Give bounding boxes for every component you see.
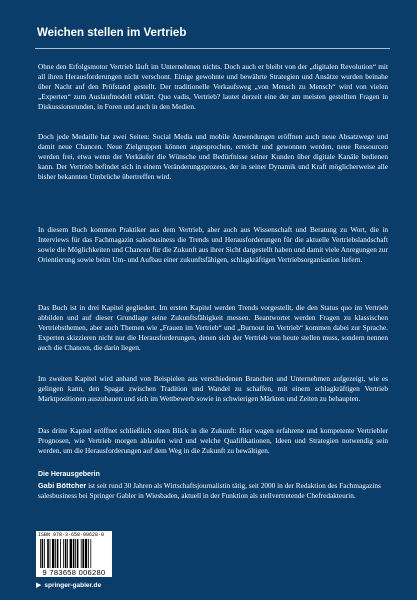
barcode-bar (55, 539, 56, 568)
barcode-bar (67, 539, 68, 568)
barcode-bar (75, 539, 76, 568)
barcode-bar (77, 539, 79, 568)
title-divider (35, 48, 390, 49)
barcode-bar (47, 539, 49, 568)
editor-bio (38, 481, 388, 501)
publisher-url: springer-gabler.de (44, 581, 102, 589)
paragraph-book-content: In diesem Buch kommen Praktiker aus dem Vertrieb, aber auch aus Wissenschaft und Beratung zu Wort, die in Interviews für das Fachmagazin salesbusiness die Trends und Herausforderungen für die aktuelle Vertriebslandschaft sowie die Möglichkeiten und Chancen für die Zukunft aus ihrer Sicht dargestellt haben und damit viele Anregungen zur Orientierung sowie beim Um- und Aufbau einer zukunftsfähigen, schlagkräftigen Vertriebsorganisation liefern. (38, 225, 388, 265)
editor-name: Gabi Böttcher (38, 481, 87, 490)
paragraph-chapter-one: Das Buch ist in drei Kapitel gegliedert. Im ersten Kapitel werden Trends vorgestellt, die den Status quo im Vertrieb abbilden und auf dieser Grundlage seine Zukunftsfähigkeit messen. Beantwortet werden Fragen zu klassischen Vertriebsthemen, aber auch Themen wie „Frauen im Vertrieb“ und „Burnout im Vertrieb“ kommen dabei zur Sprache. Experten skizzieren nicht nur die Herausforderungen, denen sich der Vertrieb von heute stellen muss, sondern nennen auch die Chancen, die darin liegen. (38, 303, 388, 353)
barcode-bar (85, 539, 87, 568)
barcode-bar (40, 539, 41, 568)
arrow-right-icon: ▶ (36, 582, 42, 589)
barcode-digits: 9 783658 006280 (42, 568, 106, 577)
barcode-bar (42, 539, 44, 568)
barcode-bar (81, 539, 82, 568)
isbn-label: ISBN 978-3-658-00628-0 (38, 532, 105, 538)
editor-heading: Die Herausgeberin (38, 471, 100, 478)
publisher-link[interactable] (36, 581, 101, 589)
barcode-bar (70, 539, 72, 568)
paragraph-chapter-three: Das dritte Kapitel eröffnet schließlich einen Blick in die Zukunft: Hier wagen erfahrene und kompetente Vertriebler Prognosen, wie Vertrieb morgen ablaufen wird und welche Qualifikationen, Ideen und Strategien notwendig sein werden, um die Herausforderungen auf dem Weg in die Zukunft zu bewältigen. (38, 426, 388, 456)
barcode-bar (63, 539, 64, 568)
barcode-bar (44, 539, 45, 568)
barcode-bar (52, 539, 54, 568)
barcode-bar (50, 539, 51, 568)
barcode-bar (88, 539, 89, 568)
barcode (36, 531, 112, 577)
paragraph-opportunities: Doch jede Medaille hat zwei Seiten: Social Media und mobile Anwendungen eröffnen auch neue Absatzwege und damit neue Chancen. Neue Zielgruppen können angesprochen, erreicht und gewonnen werden, neue Ressourcen werden frei, etwa wenn der Verkäufer die Wünsche und Bedürfnisse seiner Kunden über digitale Kanäle bedienen kann. Der Vertrieb befindet sich in einem Veränderungsprozess, der in seiner Dynamik und Kraft möglicherweise alle bisher bekannten Umbrüche übertreffen wird. (38, 132, 388, 182)
paragraph-intro: Ohne den Erfolgsmotor Vertrieb läuft im Unternehmen nichts. Doch auch er bleibt von der „digitalen Revolution“ mit all ihren Herausforderungen nicht verschont. Einige gewohnte und bewährte Strategien und Ansätze wurden beinahe über Nacht auf den Prüfstand gestellt. Der traditionelle Verkaufsweg „von Mensch zu Mensch“ wird von vielen „Experten“ zum Auslaufmodell erklärt. Quo vadis, Vertrieb? lautet derzeit eine der am meisten gestellten Fragen in Diskussionsrunden, in Foren und auch in den Medien. (38, 62, 388, 112)
paragraph-chapter-two: Im zweiten Kapitel wird anhand von Beispielen aus verschiedenen Branchen und Unternehmen aufgezeigt, wie es gelingen kann, den Spagat zwischen Tradition und Wandel zu schaffen, mit einem schlagkräftigen Vertrieb Marktpositionen auszubauen und sich im Wettbewerb sowie in schwierigen Märkten und Zeiten zu behaupten. (38, 374, 388, 404)
barcode-bars (40, 539, 108, 568)
headline: Weichen stellen im Vertrieb (37, 27, 187, 39)
barcode-bar (60, 539, 61, 568)
barcode-bar (73, 539, 75, 568)
editor-bio-text: ist seit rund 30 Jahren als Wirtschaftsjournalistin tätig, seit 2000 in der Redaktion des Fachmagazins salesbusiness bei Springer Gabler in Wiesbaden, aktuell in der Funktion als stellvertretende Chefredakteurin. (38, 481, 381, 501)
barcode-bar (82, 539, 84, 568)
barcode-bar (90, 539, 91, 568)
barcode-bar (57, 539, 59, 568)
barcode-bar (65, 539, 67, 568)
